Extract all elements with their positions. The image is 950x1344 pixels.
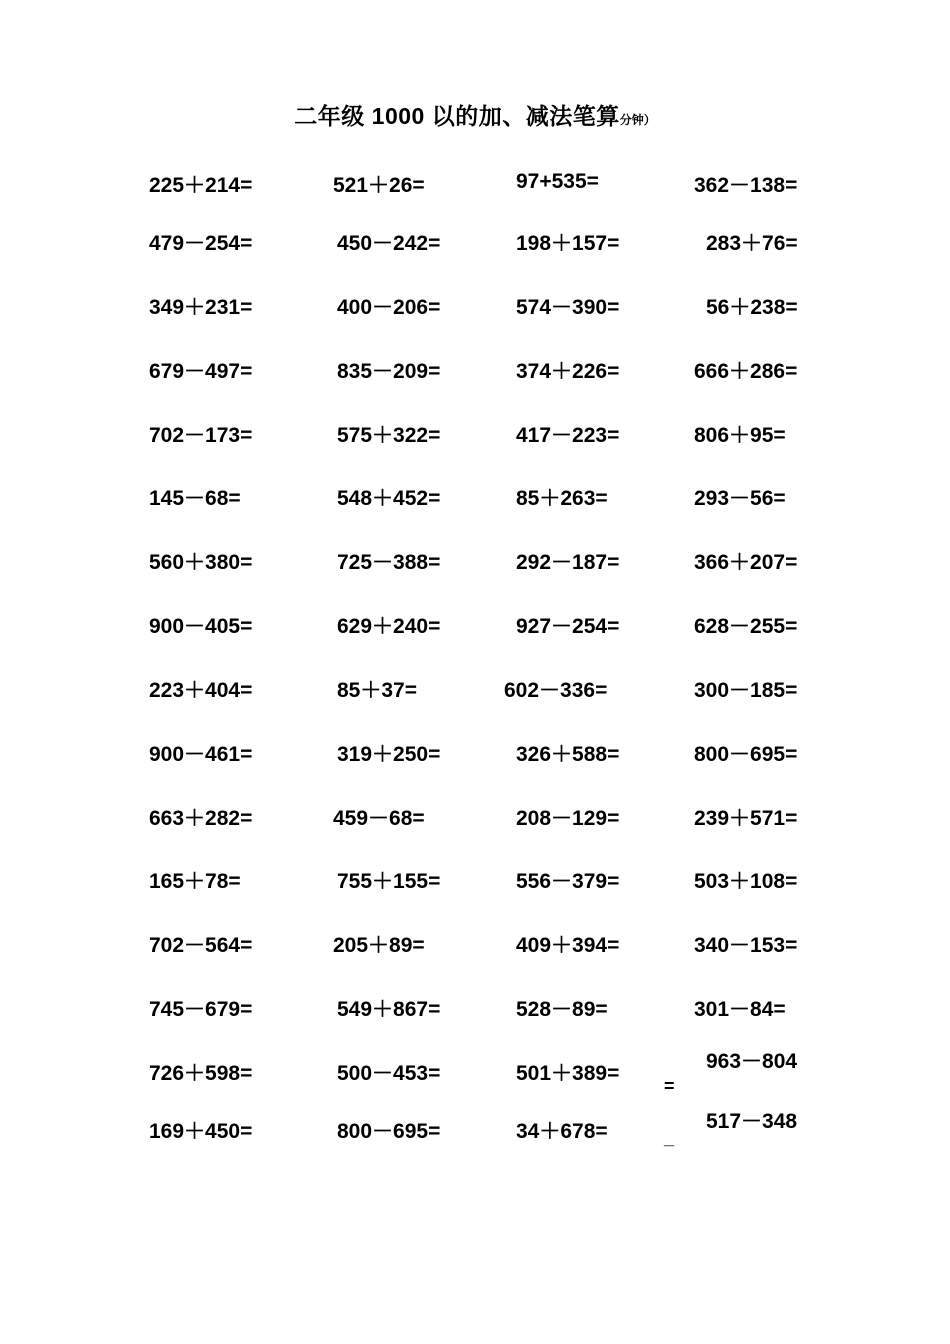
problem-item: 417－223= bbox=[516, 424, 620, 447]
problem-item: 725－388= bbox=[337, 551, 441, 574]
problem-item: 500－453= bbox=[337, 1062, 441, 1085]
problem-item: 800－695= bbox=[337, 1120, 441, 1143]
problem-item: 574－390= bbox=[516, 296, 620, 319]
problem-item: 575＋322= bbox=[337, 424, 441, 447]
problem-item: 145－68= bbox=[149, 487, 241, 510]
problem-item: 549＋867= bbox=[337, 998, 441, 1021]
problem-item: 702－173= bbox=[149, 424, 253, 447]
problem-item: 900－461= bbox=[149, 743, 253, 766]
problem-item: 663＋282= bbox=[149, 807, 253, 830]
problem-item: 479－254= bbox=[149, 232, 253, 255]
problem-item: 400－206= bbox=[337, 296, 441, 319]
problem-item: 301－84= bbox=[694, 998, 786, 1021]
stray-equals-mark: = bbox=[664, 1076, 675, 1096]
problem-item: 198＋157= bbox=[516, 232, 620, 255]
problem-item: 292－187= bbox=[516, 551, 620, 574]
problem-item: 628－255= bbox=[694, 615, 798, 638]
problem-item: 97+535= bbox=[516, 170, 599, 193]
problem-item: 340－153= bbox=[694, 934, 798, 957]
stray-underscore-mark: _ bbox=[664, 1128, 675, 1148]
problem-item: 165＋78= bbox=[149, 870, 241, 893]
problem-item: 319＋250= bbox=[337, 743, 441, 766]
problem-item: 755＋155= bbox=[337, 870, 441, 893]
problem-item: 409＋394= bbox=[516, 934, 620, 957]
problem-item: 726＋598= bbox=[149, 1062, 253, 1085]
title-suffix: 分钟） bbox=[619, 113, 656, 127]
title-main: 二年级 1000 以的加、减法笔算 bbox=[294, 103, 620, 129]
problem-item: 34＋678= bbox=[516, 1120, 608, 1143]
problem-item: 835－209= bbox=[337, 360, 441, 383]
problem-item: 326＋588= bbox=[516, 743, 620, 766]
problem-item: 745－679= bbox=[149, 998, 253, 1021]
problem-item: 528－89= bbox=[516, 998, 608, 1021]
problem-item: 450－242= bbox=[337, 232, 441, 255]
problem-item: 556－379= bbox=[516, 870, 620, 893]
problem-item: 374＋226= bbox=[516, 360, 620, 383]
problem-item: 362－138= bbox=[694, 174, 798, 197]
problem-item: 208－129= bbox=[516, 807, 620, 830]
problem-item: 800－695= bbox=[694, 743, 798, 766]
problem-item: 85＋263= bbox=[516, 487, 608, 510]
problem-item: 806＋95= bbox=[694, 424, 786, 447]
problem-item: 560＋380= bbox=[149, 551, 253, 574]
page-title bbox=[0, 98, 950, 131]
problem-item: 300－185= bbox=[694, 679, 798, 702]
problem-item: 349＋231= bbox=[149, 296, 253, 319]
problem-item: 927－254= bbox=[516, 615, 620, 638]
problem-item: 56＋238= bbox=[706, 296, 798, 319]
problem-item: 521＋26= bbox=[333, 174, 425, 197]
problem-item: 459－68= bbox=[333, 807, 425, 830]
problem-item: 679－497= bbox=[149, 360, 253, 383]
problem-item: 205＋89= bbox=[333, 934, 425, 957]
problem-item: 666＋286= bbox=[694, 360, 798, 383]
problem-item: 503＋108= bbox=[694, 870, 798, 893]
problem-item: 169＋450= bbox=[149, 1120, 253, 1143]
problem-item: 629＋240= bbox=[337, 615, 441, 638]
problem-item: 963－804 bbox=[706, 1050, 798, 1073]
problem-item: 602－336= bbox=[504, 679, 608, 702]
problem-item: 501＋389= bbox=[516, 1062, 620, 1085]
problem-item: 239＋571= bbox=[694, 807, 798, 830]
problem-item: 548＋452= bbox=[337, 487, 441, 510]
problem-item: 366＋207= bbox=[694, 551, 798, 574]
problem-item: 900－405= bbox=[149, 615, 253, 638]
problem-item: 223＋404= bbox=[149, 679, 253, 702]
problem-item: 702－564= bbox=[149, 934, 253, 957]
problem-item: 517－348 bbox=[706, 1110, 798, 1133]
problem-item: 283＋76= bbox=[706, 232, 798, 255]
problem-item: 293－56= bbox=[694, 487, 786, 510]
problem-item: 225＋214= bbox=[149, 174, 253, 197]
problem-item: 85＋37= bbox=[337, 679, 417, 702]
